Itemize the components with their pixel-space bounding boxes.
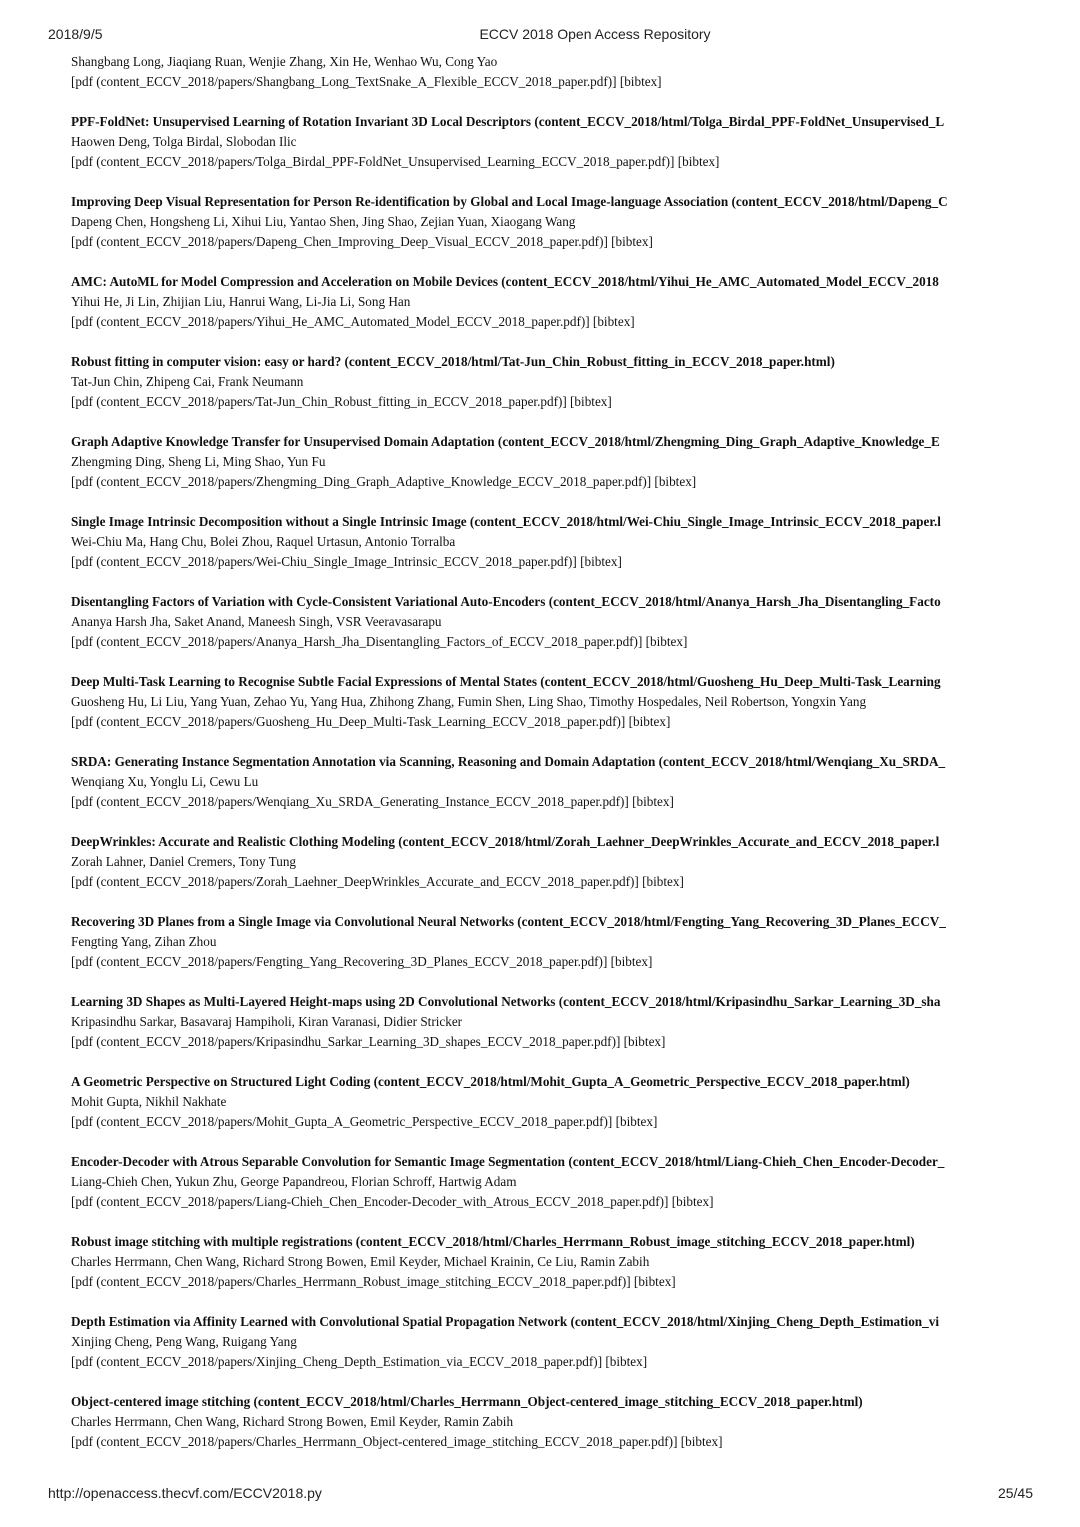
- paper-list: [71, 52, 1032, 1452]
- paper-links[interactable]: [pdf (content_ECCV_2018/papers/Fengting_Yang_Recovering_3D_Planes_ECCV_2018_paper.pdf)] [bibtex]: [71, 954, 653, 969]
- paper-authors: Charles Herrmann, Chen Wang, Richard Strong Bowen, Emil Keyder, Ramin Zabih: [71, 1414, 514, 1429]
- paper-links[interactable]: [pdf (content_ECCV_2018/papers/Liang-Chieh_Chen_Encoder-Decoder_with_Atrous_ECCV_2018_paper.pdf)] [bibtex]: [71, 1194, 714, 1209]
- paper-authors: Haowen Deng, Tolga Birdal, Slobodan Ilic: [71, 134, 297, 149]
- paper-links[interactable]: [pdf (content_ECCV_2018/papers/Guosheng_Hu_Deep_Multi-Task_Learning_ECCV_2018_paper.pdf)] [bibtex]: [71, 714, 671, 729]
- paper-links[interactable]: [pdf (content_ECCV_2018/papers/Mohit_Gupta_A_Geometric_Perspective_ECCV_2018_paper.pdf)] [bibtex]: [71, 1114, 658, 1129]
- paper-entry: [71, 1392, 1032, 1452]
- paper-links[interactable]: [pdf (content_ECCV_2018/papers/Wei-Chiu_Single_Image_Intrinsic_ECCV_2018_paper.pdf)] [bibtex]: [71, 554, 622, 569]
- paper-title-link[interactable]: Improving Deep Visual Representation for Person Re-identification by Global and Local Image-language Association (content_ECCV_2018/html/Dapeng_C: [71, 194, 948, 209]
- paper-title-link[interactable]: Learning 3D Shapes as Multi-Layered Height-maps using 2D Convolutional Networks (content_ECCV_2018/html/Kripasindhu_Sarkar_Learning_3D_sha: [71, 994, 941, 1009]
- paper-title-link[interactable]: Deep Multi-Task Learning to Recognise Subtle Facial Expressions of Mental States (content_ECCV_2018/html/Guosheng_Hu_Deep_Multi-Task_Learning: [71, 674, 941, 689]
- paper-authors: Zhengming Ding, Sheng Li, Ming Shao, Yun Fu: [71, 454, 326, 469]
- paper-title-link[interactable]: PPF-FoldNet: Unsupervised Learning of Rotation Invariant 3D Local Descriptors (content_ECCV_2018/html/Tolga_Birdal_PPF-FoldNet_Unsupervised_L: [71, 114, 945, 129]
- paper-links[interactable]: [pdf (content_ECCV_2018/papers/Ananya_Harsh_Jha_Disentangling_Factors_of_ECCV_2018_paper.pdf)] [bibtex]: [71, 634, 688, 649]
- paper-entry: [71, 752, 1032, 812]
- paper-title-link[interactable]: Robust image stitching with multiple registrations (content_ECCV_2018/html/Charles_Herrmann_Robust_image_stitching_ECCV_2018_paper.html): [71, 1234, 915, 1249]
- paper-title-link[interactable]: A Geometric Perspective on Structured Light Coding (content_ECCV_2018/html/Mohit_Gupta_A_Geometric_Perspective_ECCV_2018_paper.html): [71, 1074, 910, 1089]
- paper-authors: Dapeng Chen, Hongsheng Li, Xihui Liu, Yantao Shen, Jing Shao, Zejian Yuan, Xiaogang Wang: [71, 214, 576, 229]
- paper-title-link[interactable]: Recovering 3D Planes from a Single Image via Convolutional Neural Networks (content_ECCV_2018/html/Fengting_Yang_Recovering_3D_Planes_ECCV_: [71, 914, 946, 929]
- paper-entry: [71, 432, 1032, 492]
- paper-links[interactable]: [pdf (content_ECCV_2018/papers/Shangbang_Long_TextSnake_A_Flexible_ECCV_2018_paper.pdf)] [bibtex]: [71, 74, 662, 89]
- paper-links[interactable]: [pdf (content_ECCV_2018/papers/Kripasindhu_Sarkar_Learning_3D_shapes_ECCV_2018_paper.pdf)] [bibtex]: [71, 1034, 666, 1049]
- page-header: [0, 26, 1080, 46]
- paper-authors: Ananya Harsh Jha, Saket Anand, Maneesh Singh, VSR Veeravasarapu: [71, 614, 442, 629]
- paper-authors: Zorah Lahner, Daniel Cremers, Tony Tung: [71, 854, 297, 869]
- paper-links[interactable]: [pdf (content_ECCV_2018/papers/Charles_Herrmann_Robust_image_stitching_ECCV_2018_paper.pdf)] [bibtex]: [71, 1274, 676, 1289]
- paper-links[interactable]: [pdf (content_ECCV_2018/papers/Tat-Jun_Chin_Robust_fitting_in_ECCV_2018_paper.pdf)] [bibtex]: [71, 394, 612, 409]
- paper-entry: [71, 992, 1032, 1052]
- paper-title-link[interactable]: Object-centered image stitching (content_ECCV_2018/html/Charles_Herrmann_Object-centered_image_stitching_ECCV_2018_paper.html): [71, 1394, 863, 1409]
- paper-authors: Xinjing Cheng, Peng Wang, Ruigang Yang: [71, 1334, 297, 1349]
- print-date: 2018/9/5: [48, 26, 103, 42]
- paper-entry: [71, 352, 1032, 412]
- paper-links[interactable]: [pdf (content_ECCV_2018/papers/Zorah_Laehner_DeepWrinkles_Accurate_and_ECCV_2018_paper.pdf)] [bibtex]: [71, 874, 684, 889]
- paper-title-link[interactable]: SRDA: Generating Instance Segmentation Annotation via Scanning, Reasoning and Domain Adaptation (content_ECCV_2018/html/Wenqiang_Xu_SRDA_: [71, 754, 946, 769]
- paper-authors: Fengting Yang, Zihan Zhou: [71, 934, 217, 949]
- paper-entry: [71, 832, 1032, 892]
- paper-links[interactable]: [pdf (content_ECCV_2018/papers/Yihui_He_AMC_Automated_Model_ECCV_2018_paper.pdf)] [bibtex]: [71, 314, 635, 329]
- paper-entry: [71, 112, 1032, 172]
- paper-links[interactable]: [pdf (content_ECCV_2018/papers/Xinjing_Cheng_Depth_Estimation_via_ECCV_2018_paper.pdf)] [bibtex]: [71, 1354, 648, 1369]
- paper-authors: Charles Herrmann, Chen Wang, Richard Strong Bowen, Emil Keyder, Michael Krainin, Ce Liu, Ramin Zabih: [71, 1254, 650, 1269]
- paper-links[interactable]: [pdf (content_ECCV_2018/papers/Zhengming_Ding_Graph_Adaptive_Knowledge_ECCV_2018_paper.pdf)] [bibtex]: [71, 474, 697, 489]
- paper-entry: [71, 1152, 1032, 1212]
- paper-entry: [71, 1312, 1032, 1372]
- paper-title-link[interactable]: Graph Adaptive Knowledge Transfer for Unsupervised Domain Adaptation (content_ECCV_2018/html/Zhengming_Ding_Graph_Adaptive_Knowledge_E: [71, 434, 940, 449]
- page-number: 25/45: [997, 1485, 1033, 1501]
- paper-authors: Wenqiang Xu, Yonglu Li, Cewu Lu: [71, 774, 259, 789]
- paper-entry-partial: [71, 52, 1032, 92]
- paper-entry: [71, 912, 1032, 972]
- paper-entry: [71, 1232, 1032, 1292]
- paper-title-link[interactable]: Robust fitting in computer vision: easy or hard? (content_ECCV_2018/html/Tat-Jun_Chin_Robust_fitting_in_ECCV_2018_paper.html): [71, 354, 835, 369]
- paper-links[interactable]: [pdf (content_ECCV_2018/papers/Charles_Herrmann_Object-centered_image_stitching_ECCV_2018_paper.pdf)] [bibtex]: [71, 1434, 723, 1449]
- paper-entry: [71, 512, 1032, 572]
- paper-title-link[interactable]: Disentangling Factors of Variation with Cycle-Consistent Variational Auto-Encoders (content_ECCV_2018/html/Ananya_Harsh_Jha_Disentangling_Facto: [71, 594, 941, 609]
- paper-title-link[interactable]: AMC: AutoML for Model Compression and Acceleration on Mobile Devices (content_ECCV_2018/html/Yihui_He_AMC_Automated_Model_ECCV_2018: [71, 274, 939, 289]
- paper-entries: [71, 112, 1032, 1452]
- page-footer: [0, 1485, 1080, 1505]
- paper-title-link[interactable]: Single Image Intrinsic Decomposition without a Single Intrinsic Image (content_ECCV_2018/html/Wei-Chiu_Single_Image_Intrinsic_ECCV_2018_paper.l: [71, 514, 941, 529]
- paper-entry: [71, 192, 1032, 252]
- paper-entry: [71, 672, 1032, 732]
- paper-entry: [71, 1072, 1032, 1132]
- paper-authors: Mohit Gupta, Nikhil Nakhate: [71, 1094, 227, 1109]
- paper-authors: Shangbang Long, Jiaqiang Ruan, Wenjie Zhang, Xin He, Wenhao Wu, Cong Yao: [71, 54, 498, 69]
- page-title: ECCV 2018 Open Access Repository: [479, 26, 711, 42]
- paper-authors: Liang-Chieh Chen, Yukun Zhu, George Papandreou, Florian Schroff, Hartwig Adam: [71, 1174, 517, 1189]
- page-url: http://openaccess.thecvf.com/ECCV2018.py: [48, 1485, 322, 1501]
- paper-authors: Guosheng Hu, Li Liu, Yang Yuan, Zehao Yu, Yang Hua, Zhihong Zhang, Fumin Shen, Ling Shao, Timothy Hospedales, Neil Robertson, Yongxin Yang: [71, 694, 867, 709]
- paper-title-link[interactable]: Encoder-Decoder with Atrous Separable Convolution for Semantic Image Segmentation (content_ECCV_2018/html/Liang-Chieh_Chen_Encoder-Decoder_: [71, 1154, 945, 1169]
- paper-authors: Tat-Jun Chin, Zhipeng Cai, Frank Neumann: [71, 374, 304, 389]
- paper-links[interactable]: [pdf (content_ECCV_2018/papers/Wenqiang_Xu_SRDA_Generating_Instance_ECCV_2018_paper.pdf)] [bibtex]: [71, 794, 674, 809]
- paper-title-link[interactable]: DeepWrinkles: Accurate and Realistic Clothing Modeling (content_ECCV_2018/html/Zorah_Laehner_DeepWrinkles_Accurate_and_ECCV_2018_paper.l: [71, 834, 940, 849]
- paper-entry: [71, 592, 1032, 652]
- paper-title-link[interactable]: Depth Estimation via Affinity Learned with Convolutional Spatial Propagation Network (content_ECCV_2018/html/Xinjing_Cheng_Depth_Estimation_vi: [71, 1314, 939, 1329]
- paper-links[interactable]: [pdf (content_ECCV_2018/papers/Tolga_Birdal_PPF-FoldNet_Unsupervised_Learning_ECCV_2018_paper.pdf)] [bibtex]: [71, 154, 720, 169]
- paper-authors: Kripasindhu Sarkar, Basavaraj Hampiholi, Kiran Varanasi, Didier Stricker: [71, 1014, 463, 1029]
- paper-links[interactable]: [pdf (content_ECCV_2018/papers/Dapeng_Chen_Improving_Deep_Visual_ECCV_2018_paper.pdf)] [bibtex]: [71, 234, 653, 249]
- paper-authors: Wei-Chiu Ma, Hang Chu, Bolei Zhou, Raquel Urtasun, Antonio Torralba: [71, 534, 456, 549]
- paper-entry: [71, 272, 1032, 332]
- paper-authors: Yihui He, Ji Lin, Zhijian Liu, Hanrui Wang, Li-Jia Li, Song Han: [71, 294, 411, 309]
